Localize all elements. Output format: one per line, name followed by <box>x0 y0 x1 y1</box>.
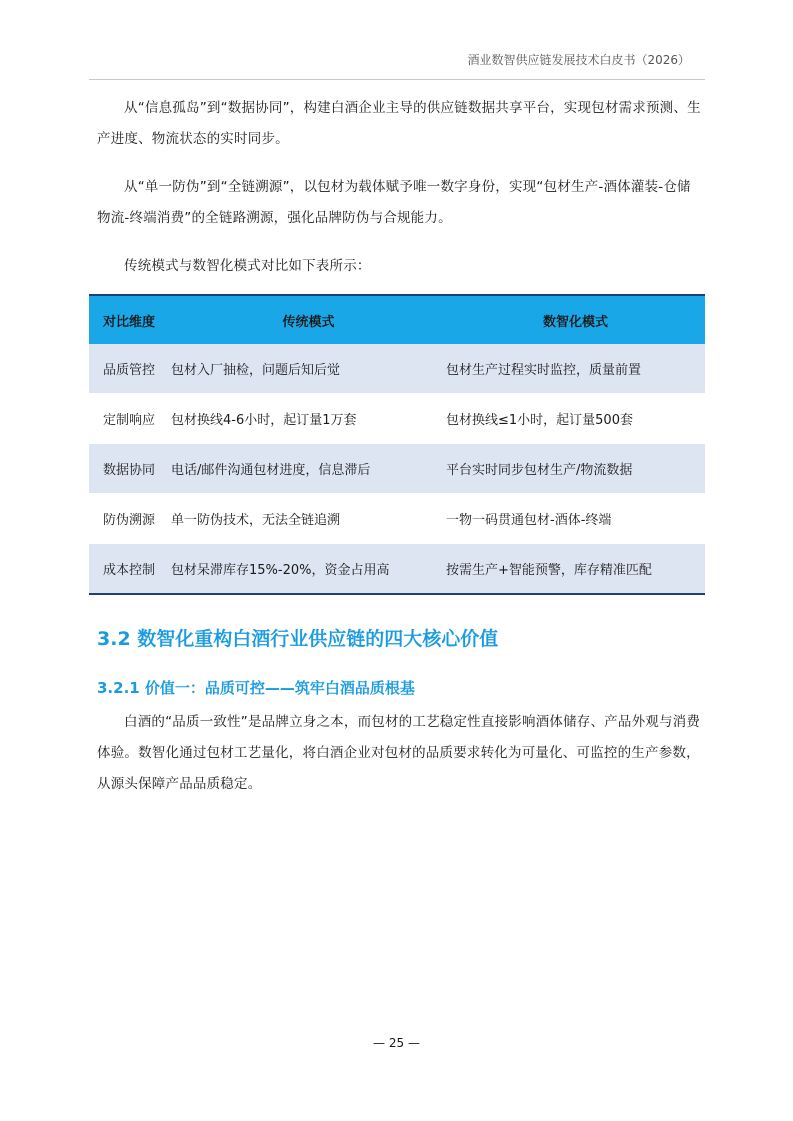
table-header-row <box>89 295 705 344</box>
header-digital: 数智化模式 <box>446 295 705 344</box>
cell-dimension: 定制响应 <box>89 394 169 444</box>
header-divider <box>89 79 705 80</box>
paragraph-traceability: 从“单一防伪”到“全链溯源”，以包材为载体赋予唯一数字身份，实现“包材生产-酒体灌装-仓储物流-终端消费”的全链路溯源，强化品牌防伪与合规能力。 <box>97 179 691 226</box>
table-row <box>89 344 705 394</box>
page-number: — 25 — <box>373 1036 420 1050</box>
cell-dimension: 成本控制 <box>89 544 169 595</box>
comparison-table <box>89 294 705 595</box>
header-dimension: 对比维度 <box>89 295 169 344</box>
paragraph-data-collaboration: 从“信息孤岛”到“数据协同”，构建白酒企业主导的供应链数据共享平台，实现包材需求预测、生产进度、物流状态的实时同步。 <box>97 100 701 147</box>
paragraph-quality-consistency: 白酒的“品质一致性”是品牌立身之本，而包材的工艺稳定性直接影响酒体储存、产品外观与消费体验。数智化通过包材工艺量化，将白酒企业对包材的品质要求转化为可量化、可监控的生产参数，从源头保障产品品质稳定。 <box>97 714 701 792</box>
paragraph-table-intro: 传统模式与数智化模式对比如下表所示： <box>124 258 371 274</box>
cell-traditional: 包材入厂抽检，问题后知后觉 <box>169 344 446 394</box>
subsection-heading: 3.2.1 价值一：品质可控——筑牢白酒品质根基 <box>97 679 415 697</box>
table-row <box>89 444 705 494</box>
cell-digital: 一物一码贯通包材-酒体-终端 <box>446 494 705 544</box>
cell-traditional: 电话/邮件沟通包材进度，信息滞后 <box>169 444 446 494</box>
cell-dimension: 品质管控 <box>89 344 169 394</box>
cell-traditional: 单一防伪技术，无法全链追溯 <box>169 494 446 544</box>
cell-traditional: 包材呆滞库存15%-20%，资金占用高 <box>169 544 446 595</box>
cell-digital: 按需生产+智能预警，库存精准匹配 <box>446 544 705 595</box>
cell-digital: 包材生产过程实时监控，质量前置 <box>446 344 705 394</box>
cell-digital: 包材换线≤1小时，起订量500套 <box>446 394 705 444</box>
header-traditional: 传统模式 <box>169 295 446 344</box>
cell-digital: 平台实时同步包材生产/物流数据 <box>446 444 705 494</box>
cell-dimension: 防伪溯源 <box>89 494 169 544</box>
cell-dimension: 数据协同 <box>89 444 169 494</box>
table-row <box>89 544 705 595</box>
table-row <box>89 394 705 444</box>
document-header-title: 酒业数智供应链发展技术白皮书（2026） <box>467 53 690 67</box>
cell-traditional: 包材换线4-6小时，起订量1万套 <box>169 394 446 444</box>
section-heading: 3.2 数智化重构白酒行业供应链的四大核心价值 <box>97 628 499 650</box>
table-row <box>89 494 705 544</box>
